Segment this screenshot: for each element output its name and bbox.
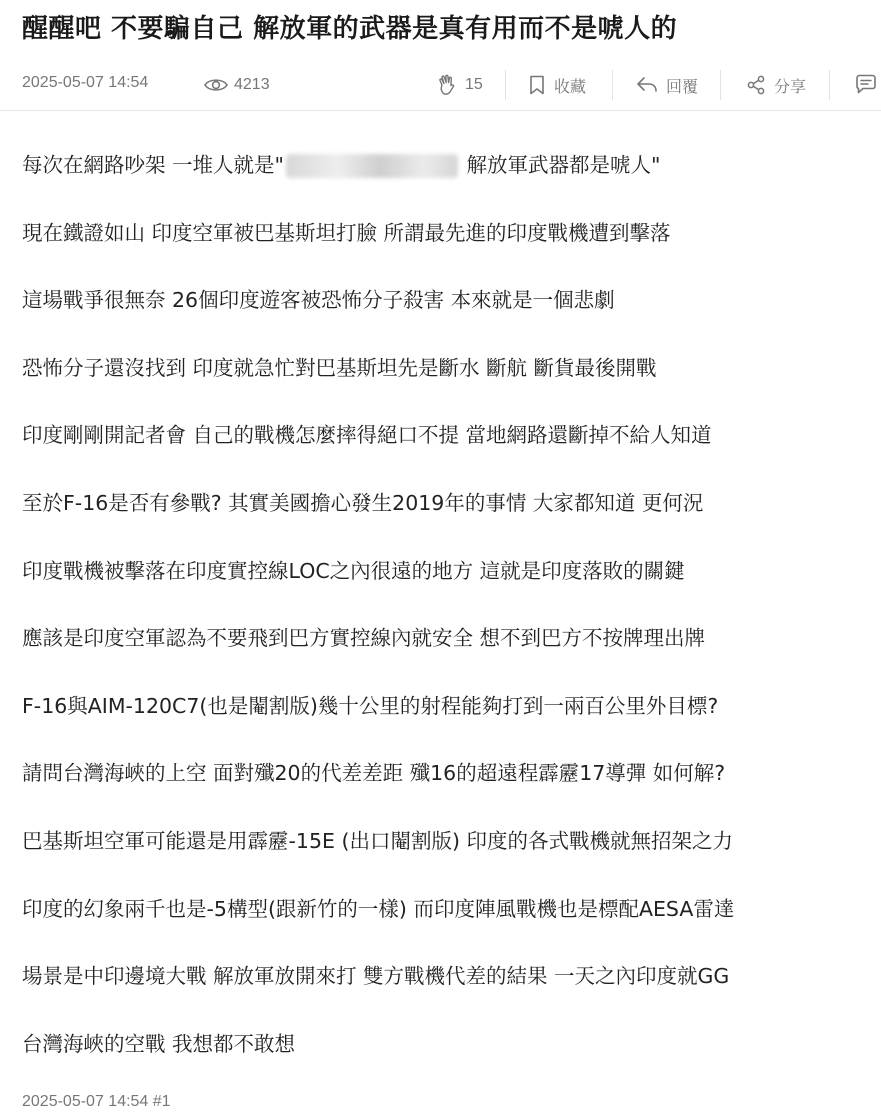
post-line: 巴基斯坦空軍可能還是用霹靂-15E (出口閹割版) 印度的各式戰機就無招架之力	[22, 828, 733, 853]
blurred-text	[286, 154, 458, 178]
like-count: 15	[465, 76, 483, 93]
post-line: F-16與AIM-120C7(也是閹割版)幾十公里的射程能夠打到一兩百公里外目標?	[22, 693, 719, 718]
floor-meta: 2025-05-07 14:54 #1	[22, 1093, 171, 1110]
share-button[interactable]	[746, 72, 806, 98]
view-count-value: 4213	[234, 76, 270, 93]
share-label: 分享	[774, 76, 807, 96]
post-date: 2025-05-07 14:54	[22, 74, 149, 91]
post-line: 應該是印度空軍認為不要飛到巴方實控線內就安全 想不到巴方不按牌理出牌	[22, 626, 706, 651]
post-line: 請問台灣海峽的上空 面對殲20的代差差距 殲16的超遠程霹靂17導彈 如何解?	[22, 761, 726, 786]
comment-bubble-icon	[854, 74, 878, 96]
post-line: 印度戰機被擊落在印度實控線LOC之內很遠的地方 這就是印度落敗的關鍵	[22, 558, 685, 583]
action-divider	[505, 70, 506, 100]
bookmark-icon	[528, 75, 546, 95]
view-count	[204, 72, 270, 98]
post-line-prefix: 每次在網路吵架 一堆人就是"	[22, 153, 284, 177]
bookmark-button[interactable]	[528, 72, 586, 98]
action-divider	[720, 70, 721, 100]
action-divider	[829, 70, 830, 100]
bookmark-label: 收藏	[554, 76, 587, 96]
post-body	[22, 132, 872, 1078]
reply-arrow-icon	[636, 76, 658, 94]
reply-button[interactable]	[636, 72, 698, 98]
post-line	[22, 132, 872, 200]
share-icon	[746, 75, 766, 95]
post-line: 台灣海峽的空戰 我想都不敢想	[22, 1031, 296, 1056]
post-line: 這場戰爭很無奈 26個印度遊客被恐怖分子殺害 本來就是一個悲劇	[22, 288, 615, 313]
reply-label: 回覆	[666, 76, 699, 96]
comment-button[interactable]	[854, 72, 881, 98]
eye-icon	[204, 77, 228, 93]
like-button[interactable]	[437, 72, 483, 98]
post-line: 印度剛剛開記者會 自己的戰機怎麼摔得絕口不提 當地網路還斷掉不給人知道	[22, 423, 712, 448]
post-meta-bar	[0, 62, 881, 111]
post-line-suffix: 解放軍武器都是唬人"	[459, 153, 661, 177]
post-line: 現在鐵證如山 印度空軍被巴基斯坦打臉 所謂最先進的印度戰機遭到擊落	[22, 220, 671, 245]
clap-hand-icon	[437, 74, 457, 96]
post-line: 印度的幻象兩千也是-5構型(跟新竹的一樣) 而印度陣風戰機也是標配AESA雷達	[22, 896, 735, 921]
post-line: 恐怖分子還沒找到 印度就急忙對巴基斯坦先是斷水 斷航 斷貨最後開戰	[22, 355, 657, 380]
post-title: 醒醒吧 不要騙自己 解放軍的武器是真有用而不是唬人的	[22, 14, 678, 44]
post-line: 至於F-16是否有參戰? 其實美國擔心發生2019年的事情 大家都知道 更何況	[22, 490, 704, 515]
post-line: 場景是中印邊境大戰 解放軍放開來打 雙方戰機代差的結果 一天之內印度就GG	[22, 964, 730, 989]
action-divider	[612, 70, 613, 100]
